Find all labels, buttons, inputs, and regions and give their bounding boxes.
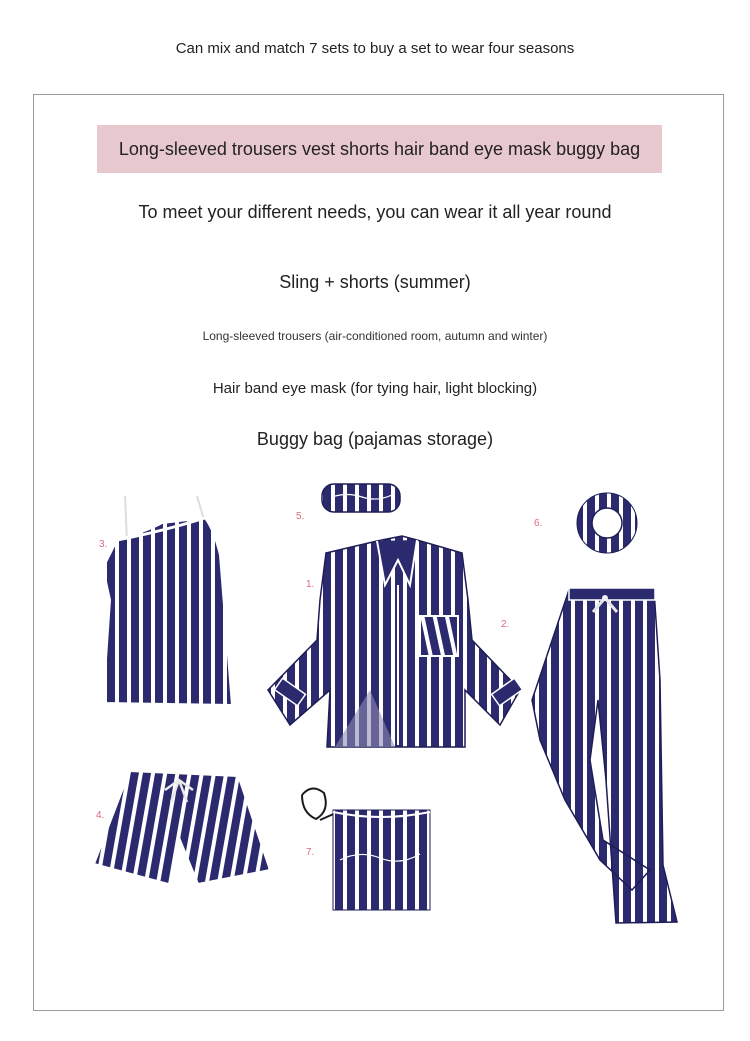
label-eye-mask: 5. <box>296 511 305 522</box>
eye-mask-image <box>322 484 400 512</box>
headline: Can mix and match 7 sets to buy a set to wear four seasons <box>175 40 575 57</box>
shirt-image <box>268 536 522 747</box>
trousers-image <box>532 588 677 923</box>
sling-text: Sling + shorts (summer) <box>279 272 471 292</box>
hairband-text: Hair band eye mask (for tying hair, light blocking) <box>212 380 538 397</box>
label-scrunchie: 6. <box>534 518 543 529</box>
banner: Long-sleeved trousers vest shorts hair band eye mask buggy bag <box>97 125 662 173</box>
label-vest: 3. <box>99 539 108 550</box>
label-shirt: 1. <box>306 579 315 590</box>
vest-image <box>103 496 232 705</box>
trousers-text: Long-sleeved trousers (air-conditioned room, autumn and winter) <box>202 329 548 343</box>
buggy-bag-image <box>302 788 430 910</box>
bag-text: Buggy bag (pajamas storage) <box>256 429 494 449</box>
label-shorts: 4. <box>96 810 105 821</box>
needs-text: To meet your different needs, you can wear it all year round <box>138 202 612 222</box>
shorts-image <box>94 770 270 885</box>
scrunchie-image <box>577 493 637 553</box>
label-pants: 2. <box>501 619 510 630</box>
label-bag: 7. <box>306 847 315 858</box>
